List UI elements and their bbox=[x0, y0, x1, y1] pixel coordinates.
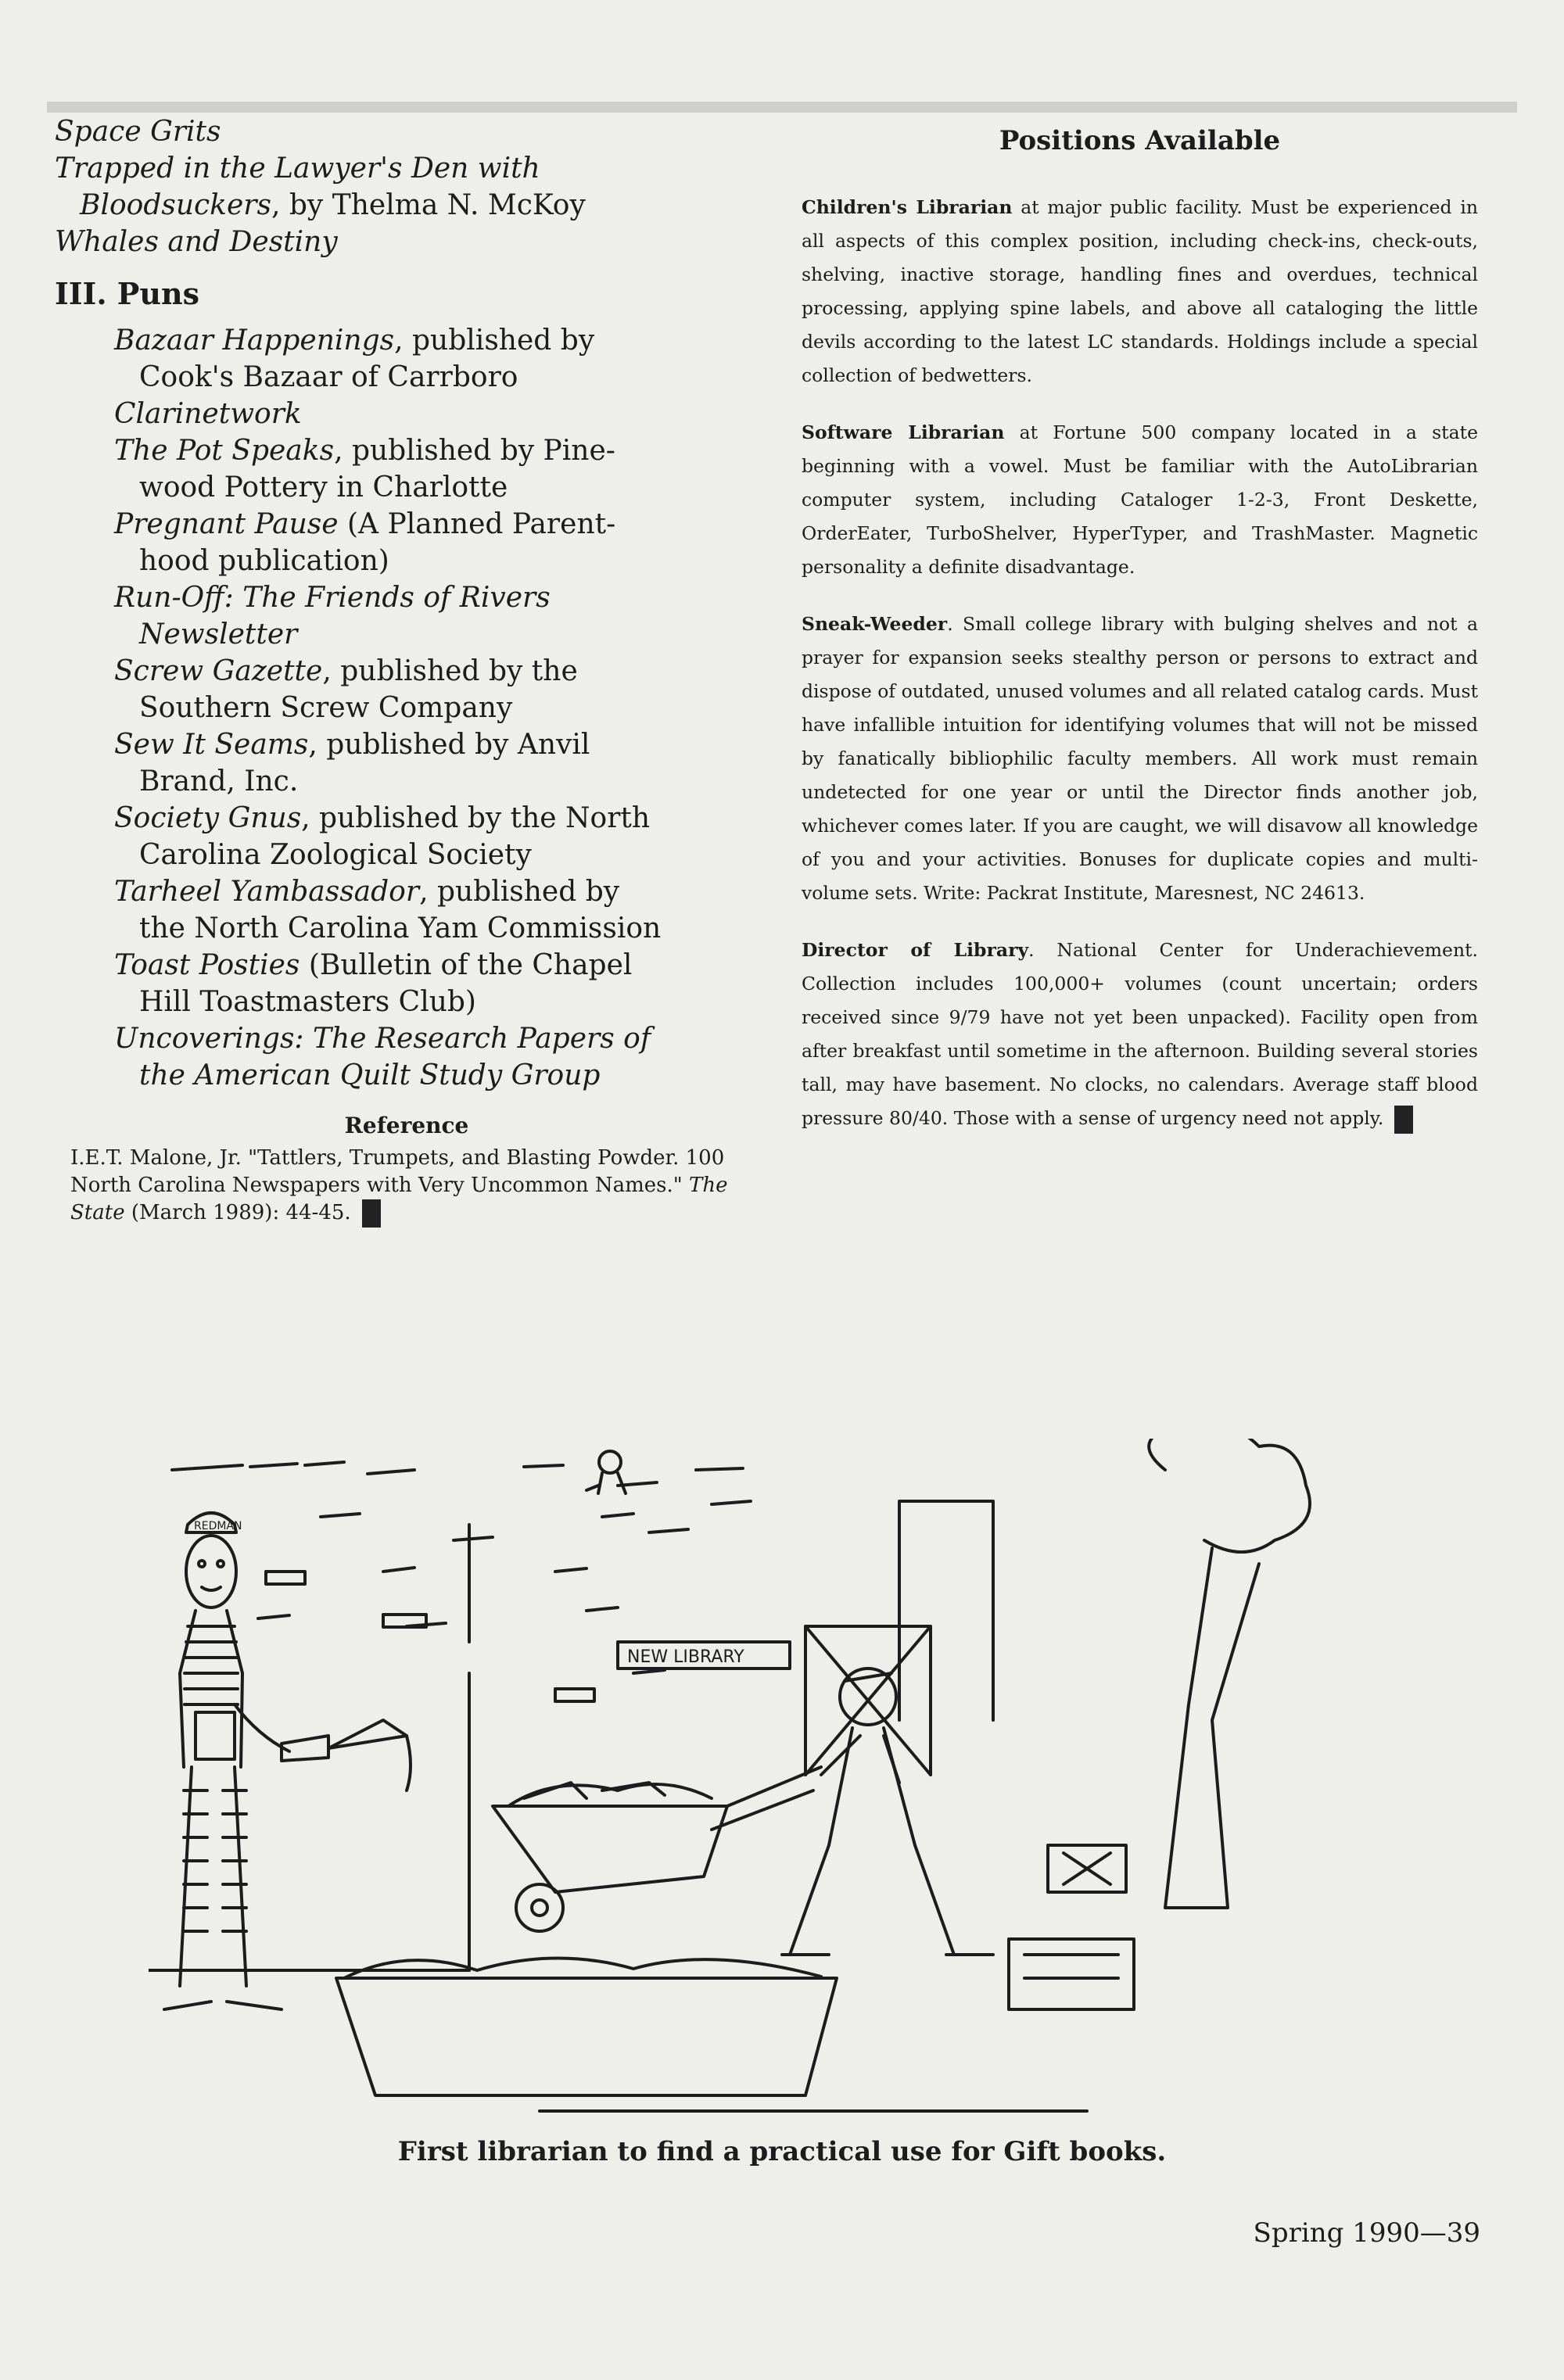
publication-entry-continued bbox=[114, 910, 759, 947]
publication-entry-continued bbox=[114, 837, 759, 873]
publication-continuation: wood Pottery in Charlotte bbox=[139, 471, 508, 504]
publication-continuation: Newsletter bbox=[139, 618, 298, 651]
publication-title: Toast Posties bbox=[114, 949, 300, 981]
top-rule bbox=[47, 102, 1517, 113]
job-listing bbox=[802, 608, 1478, 910]
publication-title: Clarinetwork bbox=[114, 398, 302, 430]
reference-text-before: I.E.T. Malone, Jr. "Tattlers, Trumpets, and Blasting Powder. 100 North Carolina Newspapers with Very Uncommon Names." bbox=[70, 1146, 725, 1197]
publication-title: Trapped in the Lawyer's Den with bbox=[55, 152, 540, 185]
publication-title: Whales and Destiny bbox=[55, 226, 338, 258]
publication-detail: , published by bbox=[394, 324, 595, 357]
publication-continuation: Cook's Bazaar of Carrboro bbox=[139, 361, 518, 393]
publication-title: Space Grits bbox=[55, 116, 221, 148]
publication-continuation: Carolina Zoological Society bbox=[139, 839, 532, 871]
publication-title: Screw Gazette bbox=[114, 655, 323, 687]
job-listing bbox=[802, 191, 1478, 392]
job-listings bbox=[802, 191, 1478, 1135]
publication-entry-continued bbox=[114, 543, 759, 579]
publication-entry-continued bbox=[114, 763, 759, 800]
publication-detail: , published by bbox=[419, 876, 620, 908]
publication-entry-continued bbox=[114, 469, 759, 506]
reference-text bbox=[70, 1145, 759, 1228]
publication-title: Run-Off: The Friends of Rivers bbox=[114, 582, 551, 614]
publication-detail: , published by Anvil bbox=[308, 729, 590, 761]
publication-entry bbox=[55, 224, 759, 260]
publication-detail: , published by Pine- bbox=[334, 435, 615, 467]
section1-list bbox=[55, 113, 759, 260]
publication-entry bbox=[55, 113, 759, 150]
publication-entry bbox=[114, 432, 759, 469]
worker-on-wall bbox=[586, 1451, 626, 1493]
job-description: at Fortune 500 company located in a state beginning with a vowel. Must be familiar with the AutoLibrarian computer system, including Cataloger 1-2-3, Front Deskette, OrderEater, TurboShelver, HyperTyper, and TrashMaster. Magnetic personality a definite disadvantage. bbox=[802, 421, 1478, 578]
publication-continuation: the North Carolina Yam Commission bbox=[139, 912, 662, 944]
scaffolding bbox=[805, 1501, 993, 1775]
trowel bbox=[328, 1720, 411, 1790]
job-description: . National Center for Underachievement. Collection includes 100,000+ volumes (count uncertain; orders received since 9/79 have not yet been unpacked). Facility open from after breakfast until sometime in the afternoon. Building several stories tall, may have basement. No clocks, no calendars. Average staff blood pressure 80/40. Those with a sense of urgency need not apply. bbox=[802, 939, 1479, 1129]
puns-list bbox=[114, 322, 759, 1094]
publication-title: Tarheel Yambassador bbox=[114, 876, 420, 908]
publication-entry bbox=[114, 800, 759, 837]
end-mark-icon bbox=[362, 1199, 381, 1228]
positions-heading: Positions Available bbox=[999, 125, 1281, 156]
left-column bbox=[55, 113, 759, 1228]
publication-entry bbox=[114, 506, 759, 543]
publication-continuation: Hill Toastmasters Club) bbox=[139, 986, 476, 1018]
publication-continuation: the American Quilt Study Group bbox=[139, 1059, 601, 1091]
publication-entry-continued bbox=[114, 1057, 759, 1094]
publication-detail: , by Thelma N. McKoy bbox=[271, 189, 586, 221]
publication-title: Sew It Seams bbox=[114, 729, 309, 761]
cartoon-caption: First librarian to find a practical use for Gift books. bbox=[397, 2136, 1167, 2167]
publication-title: Bloodsuckers bbox=[80, 189, 271, 221]
reference-heading: Reference bbox=[344, 1113, 469, 1138]
publication-detail: , published by the bbox=[322, 655, 578, 687]
publication-detail: (Bulletin of the Chapel bbox=[300, 949, 633, 981]
mortar-trough bbox=[336, 1958, 837, 2095]
publication-entry-continued bbox=[114, 359, 759, 396]
puns-heading: III. Puns bbox=[55, 276, 200, 311]
publication-entry bbox=[114, 1020, 759, 1057]
job-title: Sneak-Weeder bbox=[802, 613, 948, 635]
publication-entry bbox=[114, 873, 759, 910]
reference-journal: The State bbox=[70, 1174, 728, 1224]
publication-title: Society Gnus bbox=[114, 802, 302, 834]
reference-text-after: (March 1989): 44-45. bbox=[124, 1201, 351, 1224]
librarian-figure bbox=[164, 1513, 328, 2009]
job-listing bbox=[802, 416, 1478, 584]
publication-entry bbox=[55, 187, 759, 224]
worker-pushing bbox=[782, 1669, 993, 1955]
publication-entry bbox=[114, 579, 759, 616]
job-title: Director of Library bbox=[802, 939, 1029, 961]
publication-title: Pregnant Pause bbox=[114, 508, 339, 540]
publication-title: Uncoverings: The Research Papers of bbox=[114, 1023, 651, 1055]
publication-detail: (A Planned Parent- bbox=[338, 508, 616, 540]
tree bbox=[1149, 1439, 1310, 1908]
job-listing bbox=[802, 934, 1478, 1135]
brick-pile bbox=[1009, 1845, 1134, 2009]
publication-entry-continued bbox=[114, 616, 759, 653]
publication-continuation: Brand, Inc. bbox=[139, 765, 299, 798]
publication-entry bbox=[114, 947, 759, 984]
publication-entry bbox=[114, 396, 759, 432]
page-footer: Spring 1990—39 bbox=[1253, 2217, 1480, 2249]
publication-continuation: hood publication) bbox=[139, 545, 389, 577]
publication-entry bbox=[114, 322, 759, 359]
job-description: . Small college library with bulging shelves and not a prayer for expansion seeks stealthy person or persons to extract and dispose of outdated, unused volumes and all related catalog cards. Must have infallible intuition for identifying volumes that will not be missed by fanatically bibliophilic faculty members. All work must remain undetected for one year or until the Director finds another job, whichever comes later. If you are caught, we will disavow all knowledge of you and your activities. Bonuses for duplicate copies and multi-volume sets. Write: Packrat Institute, Maresnest, NC 24613. bbox=[802, 613, 1479, 904]
sign-text: NEW LIBRARY bbox=[627, 1647, 744, 1667]
publication-continuation: Southern Screw Company bbox=[139, 692, 513, 724]
publication-entry bbox=[114, 726, 759, 763]
publication-detail: , published by the North bbox=[301, 802, 651, 834]
wheelbarrow bbox=[493, 1767, 821, 1931]
publication-entry-continued bbox=[114, 984, 759, 1020]
publication-entry bbox=[114, 653, 759, 690]
new-library-sign bbox=[618, 1642, 790, 1669]
publication-title: Bazaar Happenings bbox=[114, 324, 395, 357]
cap-badge-text: REDMAN bbox=[194, 1520, 242, 1532]
cartoon-illustration bbox=[149, 1439, 1447, 2142]
end-mark-icon bbox=[1394, 1106, 1413, 1134]
publication-title: The Pot Speaks bbox=[114, 435, 335, 467]
publication-entry bbox=[55, 150, 759, 187]
right-column bbox=[802, 125, 1478, 1159]
job-description: at major public facility. Must be experienced in all aspects of this complex position, including check-ins, check-outs, shelving, inactive storage, handling fines and overdues, technical processing, applying spine labels, and above all cataloging the little devils according to the latest LC standards. Holdings include a special collection of bedwetters. bbox=[802, 196, 1478, 386]
publication-entry-continued bbox=[114, 690, 759, 726]
job-title: Software Librarian bbox=[802, 421, 1005, 443]
job-title: Children's Librarian bbox=[802, 196, 1013, 218]
